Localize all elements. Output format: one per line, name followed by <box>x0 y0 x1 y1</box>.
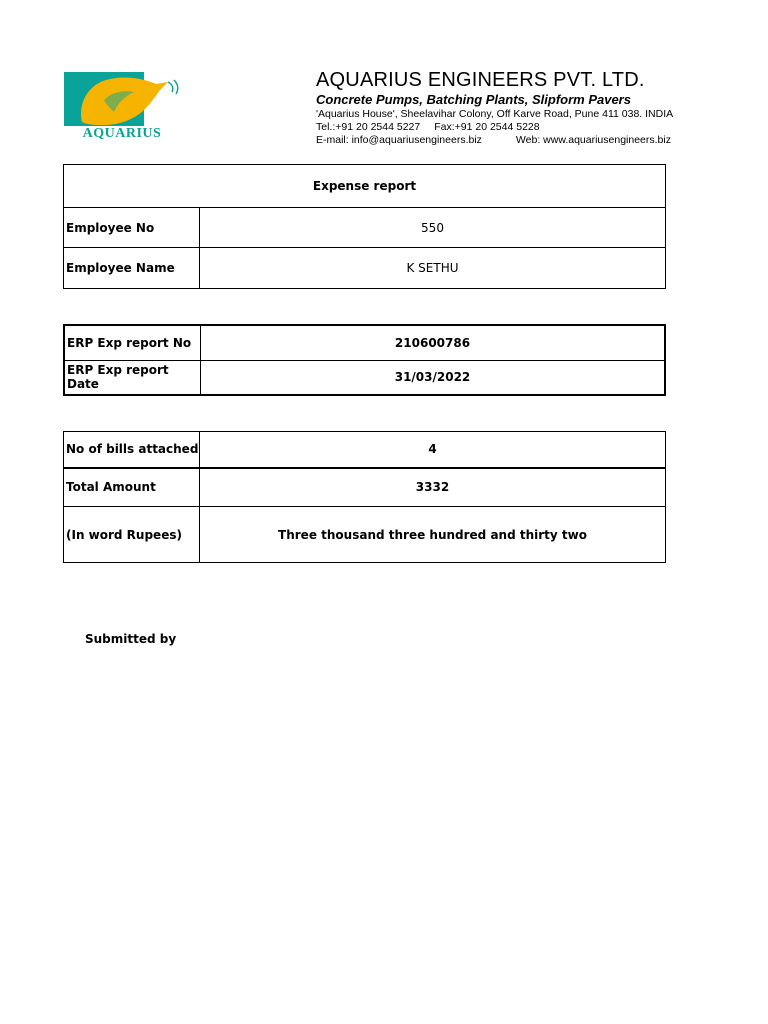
table-row <box>64 248 666 289</box>
company-logo <box>64 70 180 144</box>
employee-no-label: Employee No <box>64 208 200 248</box>
employee-table <box>63 164 666 289</box>
words-label: (In word Rupees) <box>64 507 200 563</box>
table-row <box>64 208 666 248</box>
table-row <box>64 325 665 360</box>
aquarius-logo-icon <box>64 70 180 128</box>
words-value: Three thousand three hundred and thirty two <box>200 507 666 563</box>
company-header <box>316 68 676 147</box>
employee-name-label: Employee Name <box>64 248 200 289</box>
amount-table <box>63 431 666 563</box>
erp-date-value: 31/03/2022 <box>201 360 666 395</box>
company-email: E-mail: info@aquariusengineers.biz <box>316 134 482 146</box>
erp-date-label: ERP Exp report Date <box>64 360 201 395</box>
company-tel: Tel.:+91 20 2544 5227 <box>316 121 421 133</box>
company-tagline: Concrete Pumps, Batching Plants, Slipform Pavers <box>316 92 631 107</box>
company-fax: Fax:+91 20 2544 5228 <box>434 121 540 133</box>
company-address: 'Aquarius House', Sheelavihar Colony, Off Karve Road, Pune 411 038. INDIA <box>316 108 674 120</box>
erp-no-label: ERP Exp report No <box>64 325 201 360</box>
employee-name-value: K SETHU <box>200 248 666 289</box>
employee-no-value: 550 <box>200 208 666 248</box>
report-title: Expense report <box>64 165 666 208</box>
total-label: Total Amount <box>64 468 200 507</box>
company-contact-line <box>316 134 676 147</box>
company-web: Web: www.aquariusengineers.biz <box>515 134 671 146</box>
table-row <box>64 468 666 507</box>
table-row <box>64 432 666 468</box>
erp-no-value: 210600786 <box>201 325 666 360</box>
logo-text: AQUARIUS <box>82 126 162 141</box>
submitted-by: Submitted by <box>85 632 177 646</box>
bills-label: No of bills attached <box>64 432 200 468</box>
erp-table <box>63 324 666 396</box>
company-name: AQUARIUS ENGINEERS PVT. LTD. <box>316 69 645 91</box>
company-phone-line <box>316 121 676 134</box>
bills-value: 4 <box>200 432 666 468</box>
table-row <box>64 507 666 563</box>
total-value: 3332 <box>200 468 666 507</box>
table-row <box>64 360 665 395</box>
